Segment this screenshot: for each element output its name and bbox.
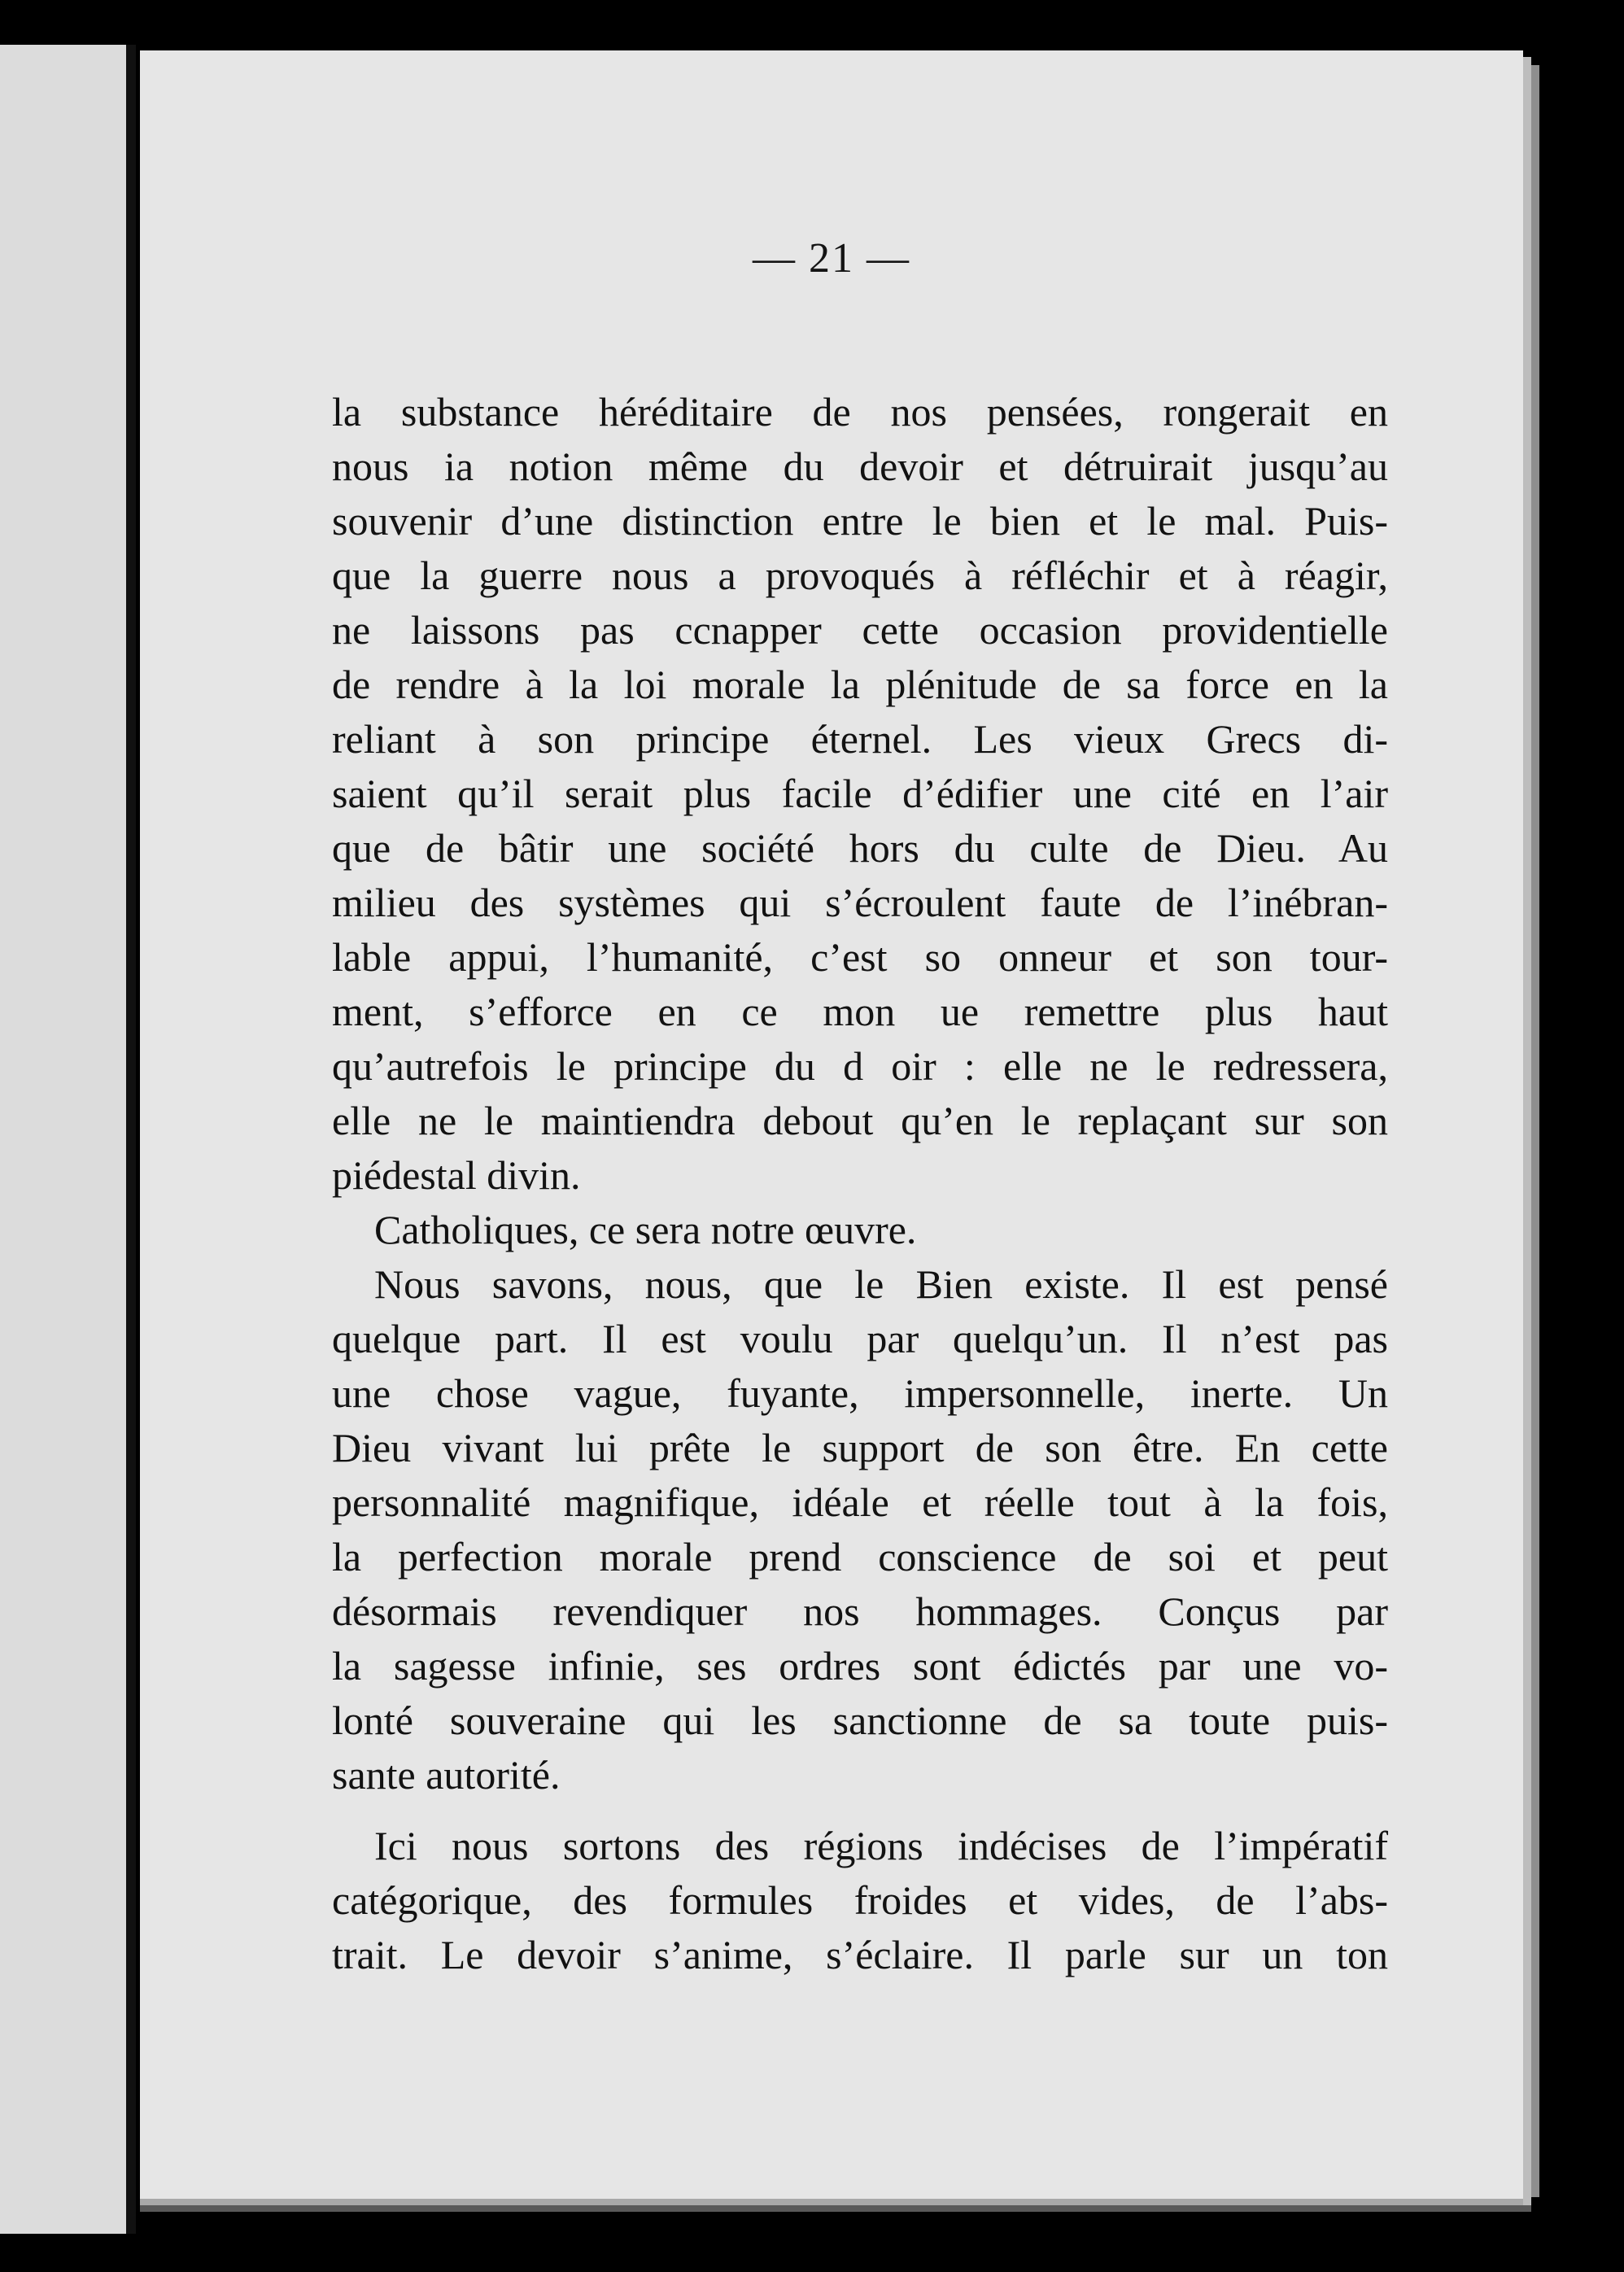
text-line: quelque part. Il est voulu par quelqu’un. Il n’est pas (332, 1316, 1388, 1361)
text-line: reliant à son principe éternel. Les vieux Grecs di- (332, 716, 1388, 762)
text-line: que de bâtir une société hors du culte de Dieu. Au (332, 825, 1388, 871)
text-line: milieu des systèmes qui s’écroulent faute de l’inébran- (332, 880, 1388, 925)
text-line: sante autorité. (332, 1752, 561, 1798)
text-line: elle ne le maintiendra debout qu’en le replaçant sur son (332, 1098, 1388, 1143)
text-line: lable appui, l’humanité, c’est so onneur et son tour- (332, 934, 1388, 980)
text-line: Catholiques, ce sera notre œuvre. (374, 1207, 917, 1252)
book-page (140, 50, 1523, 2199)
text-line: la substance héréditaire de nos pensées, rongerait en (332, 389, 1388, 435)
text-line: une chose vague, fuyante, impersonnelle, inerte. Un (332, 1370, 1388, 1416)
text-line: catégorique, des formules froides et vides, de l’abs- (332, 1877, 1388, 1923)
page-number: — 21 — (753, 235, 910, 282)
text-line: nous ia notion même du devoir et détruirait jusqu’au (332, 443, 1388, 489)
text-line: saient qu’il serait plus facile d’édifier une cité en l’air (332, 771, 1388, 816)
text-line: ne laissons pas ccnapper cette occasion providentielle (332, 607, 1388, 653)
text-line: Nous savons, nous, que le Bien existe. Il est pensé (374, 1261, 1388, 1307)
text-line: piédestal divin. (332, 1152, 581, 1198)
text-line: la sagesse infinie, ses ordres sont édictés par une vo- (332, 1643, 1388, 1689)
text-line: désormais revendiquer nos hommages. Conçus par (332, 1588, 1388, 1634)
text-line: souvenir d’une distinction entre le bien et le mal. Puis- (332, 498, 1388, 544)
text-line: la perfection morale prend conscience de soi et peut (332, 1534, 1388, 1579)
text-line: que la guerre nous a provoqués à réfléchir et à réagir, (332, 553, 1388, 598)
text-line: lonté souveraine qui les sanctionne de sa toute puis- (332, 1697, 1388, 1743)
text-line: qu’autrefois le principe du d oir : elle ne le redressera, (332, 1043, 1388, 1089)
text-line: personnalité magnifique, idéale et réelle tout à la fois, (332, 1479, 1388, 1525)
text-line: Dieu vivant lui prête le support de son être. En cette (332, 1425, 1388, 1470)
text-line: trait. Le devoir s’anime, s’éclaire. Il parle sur un ton (332, 1932, 1388, 1977)
text-line: de rendre à la loi morale la plénitude de sa force en la (332, 662, 1388, 707)
text-line: Ici nous sortons des régions indécises de l’impératif (374, 1823, 1388, 1868)
text-line: ment, s’efforce en ce mon ue remettre plus haut (332, 989, 1388, 1034)
